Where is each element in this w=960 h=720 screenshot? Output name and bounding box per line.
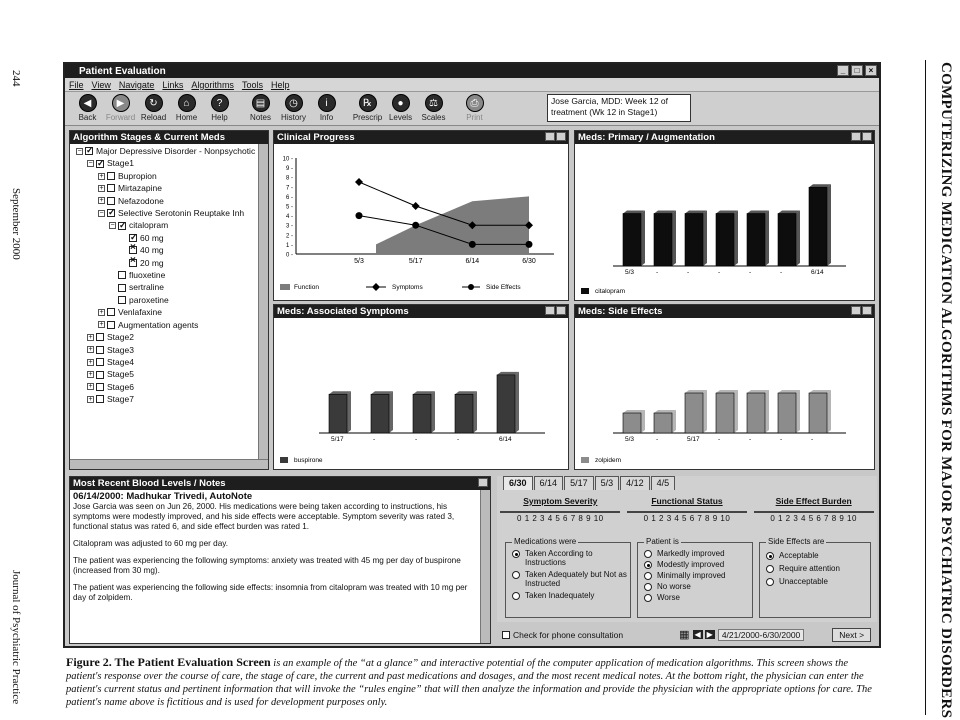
- bar: [413, 394, 431, 433]
- tree-checkbox[interactable]: [96, 383, 104, 391]
- window-title: Patient Evaluation: [79, 65, 166, 77]
- tree-item[interactable]: [76, 393, 268, 405]
- y-tick-label: 7 -: [285, 185, 293, 192]
- note-paragraph-3: The patient was experiencing the following symptoms: anxiety was treated with 45 mg per day of buspirone (increased from 30 mg).: [73, 556, 461, 575]
- bar-side: [796, 390, 800, 433]
- x-tick-label: -: [373, 436, 376, 443]
- reload-button[interactable]: ↻ Reload: [137, 92, 170, 122]
- legend-label: buspirone: [294, 457, 323, 464]
- issue-date: September 2000: [10, 188, 22, 260]
- patient-status-group: Patient is Markedly improved Modestly improved Minimally improved No worse Worse: [637, 542, 753, 618]
- side-effects-point: [356, 212, 363, 219]
- panel-maximize-icon[interactable]: [862, 132, 872, 141]
- tree-item[interactable]: [76, 182, 268, 194]
- patient-evaluation-window: [63, 62, 881, 648]
- tree-item-label: Augmentation agents: [118, 319, 199, 330]
- notes-panel-header: [70, 477, 490, 490]
- prescription-icon: ℞: [359, 94, 377, 112]
- expand-icon[interactable]: +: [99, 308, 104, 316]
- levels-button[interactable]: ● Levels: [384, 92, 417, 122]
- tree-item[interactable]: [76, 331, 268, 343]
- x-tick-label: -: [718, 269, 721, 276]
- bar-side: [672, 211, 676, 267]
- tree-item-label: Bupropion: [118, 170, 157, 181]
- collapse-icon[interactable]: −: [110, 222, 115, 230]
- tree-item[interactable]: [76, 257, 268, 269]
- notes-icon: ▤: [252, 94, 270, 112]
- clinical-panel-header: [274, 131, 568, 144]
- bar-side: [796, 211, 800, 267]
- side-effect-burden-slider[interactable]: Side Effect Burden 0 1 2 3 4 5 6 7 8 9 10: [754, 496, 874, 523]
- tree-item[interactable]: [76, 157, 268, 169]
- legend-symptoms-label: Symptoms: [392, 284, 423, 291]
- bar: [809, 187, 827, 266]
- assoc-panel-title: Meds: Associated Symptoms: [277, 306, 409, 317]
- x-tick-label: 6/30: [522, 258, 536, 265]
- print-icon: ⎙: [466, 94, 484, 112]
- expand-icon[interactable]: +: [99, 172, 104, 180]
- tab-5-3[interactable]: 5/3: [595, 476, 620, 490]
- expand-icon[interactable]: +: [99, 184, 104, 192]
- notes-text: [70, 490, 490, 603]
- primary-panel-title: Meds: Primary / Augmentation: [578, 132, 715, 143]
- radio-acceptable[interactable]: Acceptable: [766, 551, 870, 560]
- expand-icon[interactable]: +: [88, 346, 93, 354]
- tree-item[interactable]: [76, 269, 268, 281]
- panel-minimize-icon[interactable]: [545, 306, 555, 315]
- side-effects-point: [526, 241, 533, 248]
- next-button[interactable]: Next >: [832, 628, 871, 642]
- tree-checkbox[interactable]: [118, 222, 126, 230]
- tree-item[interactable]: [76, 368, 268, 380]
- tree-item-label: paroxetine: [129, 294, 169, 305]
- legend-label: zolpidem: [595, 457, 622, 464]
- figure-caption-text: is an example of the “at a glance” and interactive potential of the computer application of medication algorithms. This screen shows the patient's response over the course of care, the stage of care, the current and past medications and dosages, and the most recent medical notes. At the bottom right, the physician can enter the patient's current status and pertinent information that will invoke the “rules engine” that will then analyze the information and provide the physician with the appropriate options for care. The patient's name above is fictitious and is used for development purposes only.: [66, 658, 872, 708]
- prev-arrow-icon[interactable]: ◀: [694, 630, 701, 639]
- panel-minimize-icon[interactable]: [851, 306, 861, 315]
- help-button[interactable]: ? Help: [203, 92, 236, 122]
- window-titlebar: [65, 64, 879, 78]
- menu-file[interactable]: File: [69, 79, 84, 90]
- tree-item-label: 60 mg: [140, 232, 164, 243]
- primary-meds-panel: [574, 130, 875, 301]
- left-margin: [8, 70, 36, 720]
- tree-item[interactable]: [76, 232, 268, 244]
- bar-side: [672, 410, 676, 433]
- bar-side: [473, 391, 477, 433]
- algorithm-tree: [70, 144, 268, 406]
- x-tick-label: 5/17: [687, 436, 700, 443]
- x-tick-label: -: [457, 436, 460, 443]
- radio-taken-according[interactable]: Taken According to Instructions: [512, 549, 630, 567]
- tree-item[interactable]: [76, 207, 268, 219]
- tree-checkbox[interactable]: [107, 308, 115, 316]
- reload-icon: ↻: [145, 94, 163, 112]
- tree-checkbox[interactable]: [107, 184, 115, 192]
- primary-panel-header: [575, 131, 874, 144]
- tree-checkbox[interactable]: [118, 271, 126, 279]
- x-tick-label: -: [811, 436, 814, 443]
- bar: [685, 214, 703, 267]
- bar-side: [389, 391, 393, 433]
- side-effects-point: [412, 222, 419, 229]
- y-tick-label: 8 -: [285, 175, 293, 182]
- x-tick-label: 5/3: [354, 258, 364, 265]
- expand-icon[interactable]: +: [88, 395, 93, 403]
- side-effects-group: Side Effects are Acceptable Require attention Unacceptable: [759, 542, 871, 618]
- tree-checkbox[interactable]: [129, 259, 137, 267]
- note-paragraph-4: The patient was experiencing the following side effects: insomnia from citalopram was treated with 10 mg per day of zolpidem.: [73, 583, 468, 602]
- tree-checkbox[interactable]: [107, 172, 115, 180]
- primary-meds-chart: [575, 144, 874, 300]
- tree-panel-header: [70, 131, 268, 144]
- toolbar: [65, 92, 879, 126]
- tree-item-label: Mirtazapine: [118, 183, 162, 194]
- collapse-icon[interactable]: −: [99, 209, 104, 217]
- y-tick-label: 2 -: [285, 233, 293, 240]
- radio-unacceptable[interactable]: Unacceptable: [766, 577, 870, 586]
- tree-checkbox[interactable]: [85, 147, 93, 155]
- expand-icon[interactable]: +: [88, 383, 93, 391]
- date-range: 4/21/2000-6/30/2000: [718, 629, 804, 641]
- legend-side-effects-marker: [468, 284, 474, 290]
- x-tick-label: -: [415, 436, 418, 443]
- info-button[interactable]: i Info: [310, 92, 343, 122]
- right-margin: [918, 0, 960, 720]
- tree-item-label: Stage7: [107, 394, 134, 405]
- menu-tools[interactable]: Tools: [241, 79, 263, 90]
- algorithm-tree-panel: [69, 130, 269, 470]
- side-effects-panel: [574, 304, 875, 470]
- y-tick-label: 3 -: [285, 223, 293, 230]
- bar: [716, 393, 734, 433]
- collapse-icon[interactable]: −: [88, 160, 93, 168]
- tree-checkbox[interactable]: [96, 395, 104, 403]
- tree-item-label: fluoxetine: [129, 270, 166, 281]
- visit-tabs: [497, 476, 877, 490]
- menu-help[interactable]: Help: [270, 79, 290, 90]
- tree-checkbox[interactable]: [96, 371, 104, 379]
- x-tick-label: 5/3: [625, 269, 635, 276]
- phone-consult-label: Check for phone consultation: [513, 629, 624, 640]
- figure-label: Figure 2. The Patient Evaluation Screen: [66, 655, 271, 669]
- medications-group: Medications were Taken According to Instructions Taken Adequately but Not as Instructed Taken Inadequately: [505, 542, 631, 618]
- radio-worse[interactable]: Worse: [644, 593, 752, 602]
- tree-panel-title: Algorithm Stages & Current Meds: [73, 132, 226, 143]
- note-header: 06/14/2000: Madhukar Trivedi, AutoNote: [73, 491, 253, 502]
- figure-caption: [66, 656, 884, 709]
- tree-item-label: 20 mg: [140, 257, 164, 268]
- x-tick-label: -: [780, 269, 783, 276]
- x-tick-label: 6/14: [811, 269, 824, 276]
- legend-symptoms-marker: [372, 283, 380, 291]
- menu-navigate[interactable]: Navigate: [118, 79, 155, 90]
- x-tick-label: 5/17: [331, 436, 344, 443]
- x-tick-label: -: [687, 269, 690, 276]
- levels-icon: ●: [392, 94, 410, 112]
- expand-icon[interactable]: +: [88, 333, 93, 341]
- bar: [654, 214, 672, 267]
- side-effects-point: [469, 241, 476, 248]
- symptom-severity-slider[interactable]: Symptom Severity 0 1 2 3 4 5 6 7 8 9 10: [500, 496, 620, 523]
- bar-side: [734, 211, 738, 267]
- bar: [623, 413, 641, 433]
- rating-scales: [497, 496, 877, 523]
- back-arrow-icon: ◀: [79, 94, 97, 112]
- tree-checkbox[interactable]: [96, 160, 104, 168]
- radio-taken-adequately[interactable]: Taken Adequately but Not as Instructed: [512, 570, 630, 588]
- tree-checkbox[interactable]: [96, 358, 104, 366]
- panel-maximize-icon[interactable]: [556, 306, 566, 315]
- expand-icon[interactable]: +: [88, 371, 93, 379]
- tree-item-label: Major Depressive Disorder - Nonpsychotic: [96, 146, 256, 156]
- tree-checkbox[interactable]: [129, 234, 137, 242]
- tree-item-label: Stage3: [107, 344, 134, 355]
- tree-vertical-scrollbar[interactable]: [258, 144, 268, 459]
- bar: [778, 214, 796, 267]
- bar: [329, 394, 347, 433]
- bar-side: [641, 410, 645, 433]
- legend-swatch: [581, 288, 589, 294]
- bar: [778, 393, 796, 433]
- tree-item-label: Stage2: [107, 332, 134, 343]
- x-tick-label: -: [656, 269, 659, 276]
- menu-links[interactable]: Links: [162, 79, 184, 90]
- clinical-panel-title: Clinical Progress: [277, 132, 355, 143]
- symptoms-point: [355, 178, 363, 186]
- clinical-progress-panel: [273, 130, 569, 301]
- bar-side: [347, 391, 351, 433]
- x-tick-label: -: [780, 436, 783, 443]
- running-title: COMPUTERIZING MEDICATION ALGORITHMS FOR MAJOR PSYCHIATRIC DISORDERS: [938, 62, 954, 719]
- note-paragraph-2: Citalopram was adjusted to 60 mg per day.: [73, 539, 229, 548]
- tree-checkbox[interactable]: [118, 296, 126, 304]
- bar: [455, 394, 473, 433]
- tree-item[interactable]: [76, 145, 268, 157]
- tab-6-30[interactable]: 6/30: [503, 476, 533, 490]
- tree-item[interactable]: [76, 294, 268, 306]
- tab-6-14[interactable]: 6/14: [534, 476, 564, 490]
- legend-function-label: Function: [294, 284, 319, 291]
- radio-require-attention[interactable]: Require attention: [766, 564, 870, 573]
- notes-vertical-scrollbar[interactable]: [480, 490, 490, 643]
- expand-icon[interactable]: +: [88, 358, 93, 366]
- tree-checkbox[interactable]: [107, 321, 115, 329]
- patient-info-box: Jose Garcia, MDD: Week 12 of treatment (Wk 12 in Stage1): [547, 94, 691, 122]
- tree-item-label: Stage5: [107, 369, 134, 380]
- tree-item-label: Stage6: [107, 381, 134, 392]
- tree-item-label: Selective Serotonin Reuptake Inh: [118, 208, 245, 219]
- tree-item-label: Stage1: [107, 158, 134, 169]
- y-tick-label: 0 -: [285, 252, 293, 259]
- close-icon[interactable]: ×: [865, 65, 877, 76]
- history-button[interactable]: ◷ History: [277, 92, 310, 122]
- phone-consult-checkbox[interactable]: [502, 631, 510, 639]
- tree-item[interactable]: [76, 219, 268, 231]
- expand-icon[interactable]: +: [99, 197, 104, 205]
- tree-item-label: Venlafaxine: [118, 307, 162, 318]
- y-tick-label: 5 -: [285, 204, 293, 211]
- symptoms-point: [412, 202, 420, 210]
- tree-item-label: 40 mg: [140, 245, 164, 256]
- tree-item[interactable]: [76, 195, 268, 207]
- panel-maximize-icon[interactable]: [556, 132, 566, 141]
- bar-side: [765, 390, 769, 433]
- next-arrow-icon[interactable]: ▶: [706, 630, 713, 639]
- menu-algorithms[interactable]: Algorithms: [191, 79, 234, 90]
- history-icon: ◷: [285, 94, 303, 112]
- tree-horizontal-scrollbar[interactable]: [70, 459, 268, 469]
- forward-arrow-icon: ▶: [112, 94, 130, 112]
- bar: [747, 393, 765, 433]
- side-panel-header: [575, 305, 874, 318]
- y-tick-label: 1 -: [285, 242, 293, 249]
- bar-side: [641, 211, 645, 267]
- notes-panel-title: Most Recent Blood Levels / Notes: [73, 478, 226, 489]
- expand-icon[interactable]: +: [99, 321, 104, 329]
- functional-status-slider[interactable]: Functional Status 0 1 2 3 4 5 6 7 8 9 10: [627, 496, 747, 523]
- help-icon: ?: [211, 94, 229, 112]
- print-button[interactable]: ⎙ Print: [458, 92, 491, 122]
- tree-item[interactable]: [76, 356, 268, 368]
- notes-button[interactable]: ▤ Notes: [244, 92, 277, 122]
- bar-side: [827, 184, 831, 266]
- radio-no-worse[interactable]: No worse: [644, 582, 752, 591]
- menu-bar: [65, 78, 879, 92]
- x-tick-label: 5/17: [408, 258, 423, 265]
- info-icon: i: [318, 94, 336, 112]
- bar: [716, 214, 734, 267]
- tab-4-12[interactable]: 4/12: [620, 476, 650, 490]
- y-tick-label: 9 -: [285, 166, 293, 173]
- bar-side: [734, 390, 738, 433]
- legend-label: citalopram: [595, 288, 625, 295]
- clinical-progress-chart: [274, 144, 568, 300]
- bar: [371, 394, 389, 433]
- evaluation-area: [497, 476, 877, 622]
- calendar-icon[interactable]: ▦: [679, 629, 690, 641]
- home-icon: ⌂: [178, 94, 196, 112]
- tree-item[interactable]: [76, 319, 268, 331]
- tree-item[interactable]: [76, 170, 268, 182]
- legend-swatch: [280, 457, 288, 463]
- x-tick-label: -: [749, 269, 752, 276]
- y-tick-label: 6 -: [285, 194, 293, 201]
- panel-maximize-icon[interactable]: [862, 306, 872, 315]
- tree-item[interactable]: [76, 244, 268, 256]
- tree-checkbox[interactable]: [118, 284, 126, 292]
- minimize-icon[interactable]: _: [837, 65, 849, 76]
- bar-side: [827, 390, 831, 433]
- tree-checkbox[interactable]: [107, 209, 115, 217]
- scales-button[interactable]: ⚖ Scales: [417, 92, 450, 122]
- y-tick-label: 10 -: [282, 156, 293, 163]
- tree-item[interactable]: [76, 281, 268, 293]
- note-paragraph-1: Jose Garcia was seen on Jun 26, 2000. His medications were being taken according to instructions, his symptoms were modestly improved, and his side effects were acceptable. Symptom severity was rated 3, functional status was rated 6, and side effect burden was rated 1.: [73, 502, 455, 531]
- radio-markedly-improved[interactable]: Markedly improved: [644, 549, 752, 558]
- bar: [497, 375, 515, 433]
- radio-modestly-improved[interactable]: Modestly improved: [644, 560, 752, 569]
- tree-item[interactable]: [76, 381, 268, 393]
- x-tick-label: 6/14: [499, 436, 512, 443]
- menu-view[interactable]: View: [91, 79, 111, 90]
- radio-minimally-improved[interactable]: Minimally improved: [644, 571, 752, 580]
- panel-maximize-icon[interactable]: [478, 478, 488, 487]
- bar: [623, 214, 641, 267]
- x-tick-label: 6/14: [465, 258, 480, 265]
- tree-item-label: Nefazodone: [118, 195, 164, 206]
- bar-side: [703, 390, 707, 433]
- tab-5-17[interactable]: 5/17: [564, 476, 594, 490]
- tree-checkbox[interactable]: [96, 346, 104, 354]
- journal-name: Journal of Psychiatric Practice: [10, 570, 22, 705]
- home-button[interactable]: ⌂ Home: [170, 92, 203, 122]
- bar: [747, 214, 765, 267]
- tab-4-5[interactable]: 4/5: [651, 476, 676, 490]
- tree-item[interactable]: [76, 344, 268, 356]
- page-number: 244: [10, 70, 22, 87]
- scales-icon: ⚖: [425, 94, 443, 112]
- tree-item-label: sertraline: [129, 282, 164, 293]
- panel-minimize-icon[interactable]: [545, 132, 555, 141]
- tree-checkbox[interactable]: [96, 333, 104, 341]
- maximize-icon[interactable]: □: [851, 65, 863, 76]
- assoc-panel-header: [274, 305, 568, 318]
- tree-item-label: citalopram: [129, 220, 169, 231]
- bar-side: [703, 211, 707, 267]
- x-tick-label: -: [718, 436, 721, 443]
- side-effects-chart: [575, 318, 874, 469]
- x-tick-label: 5/3: [625, 436, 635, 443]
- prescription-button[interactable]: ℞ Prescrip: [351, 92, 384, 122]
- notes-panel: [69, 476, 491, 644]
- associated-symptoms-chart: [274, 318, 568, 469]
- y-tick-label: 4 -: [285, 214, 293, 221]
- bar-side: [765, 211, 769, 267]
- associated-symptoms-panel: [273, 304, 569, 470]
- bar: [654, 413, 672, 433]
- status-bar: [498, 625, 879, 644]
- bar-side: [431, 391, 435, 433]
- legend-function-swatch: [280, 284, 290, 290]
- legend-side-effects-label: Side Effects: [486, 284, 521, 291]
- bar-side: [515, 372, 519, 433]
- forward-button[interactable]: ▶ Forward: [104, 92, 137, 122]
- radio-taken-inadequately[interactable]: Taken Inadequately: [512, 591, 630, 600]
- tree-checkbox[interactable]: [129, 246, 137, 254]
- side-panel-title: Meds: Side Effects: [578, 306, 663, 317]
- back-button[interactable]: ◀ Back: [71, 92, 104, 122]
- bar: [809, 393, 827, 433]
- tree-item-label: Stage4: [107, 356, 134, 367]
- tree-item[interactable]: [76, 306, 268, 318]
- tree-checkbox[interactable]: [107, 197, 115, 205]
- collapse-icon[interactable]: −: [77, 147, 82, 155]
- x-tick-label: -: [749, 436, 752, 443]
- panel-minimize-icon[interactable]: [851, 132, 861, 141]
- bar: [685, 393, 703, 433]
- legend-swatch: [581, 457, 589, 463]
- x-tick-label: -: [656, 436, 659, 443]
